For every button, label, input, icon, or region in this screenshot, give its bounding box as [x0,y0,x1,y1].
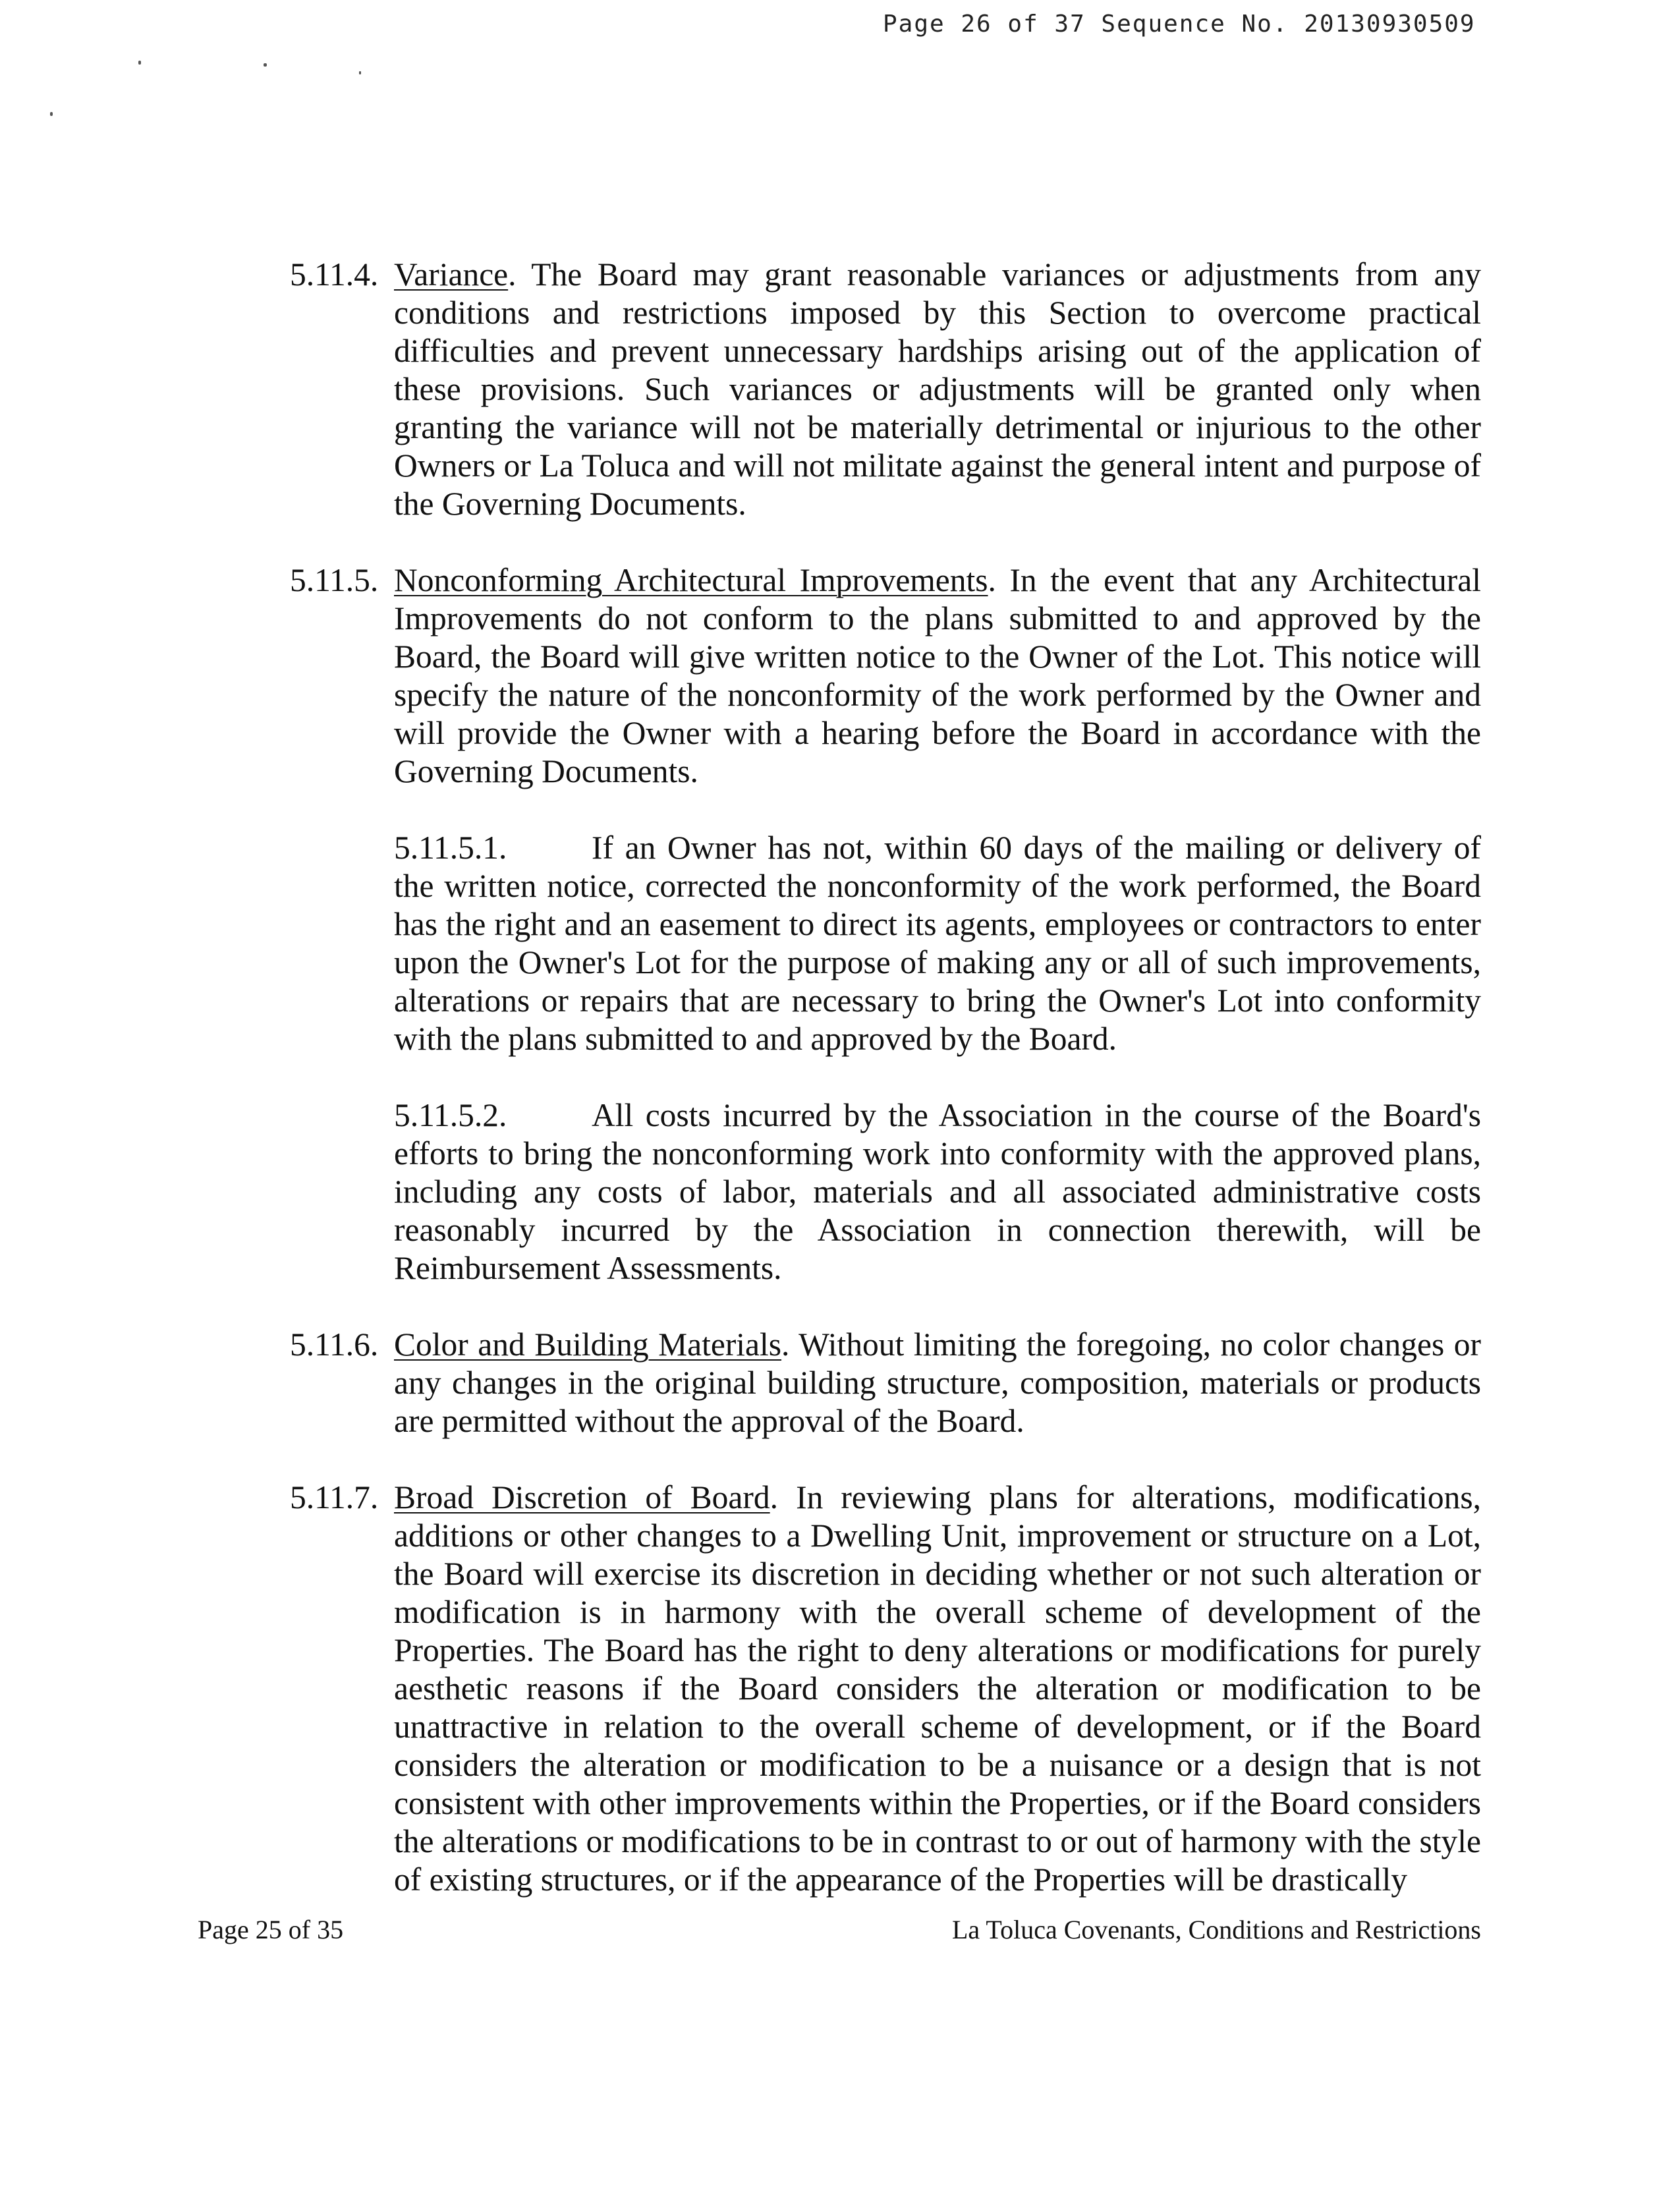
subsection-number: 5.11.5.2. [394,1097,507,1133]
scan-speck [50,112,53,116]
subsection-5-11-5-1 [394,829,1481,1058]
section-heading: Color and Building Materials [394,1326,782,1363]
scan-speck [264,63,267,67]
section-number: 5.11.6. [290,1326,379,1363]
section-5-11-5 [290,561,1481,791]
subsection-text: If an Owner has not, within 60 days of the mailing or delivery of the written notice, corrected the nonconformity of the work performed, the Board has the right and an easement to direct its agents, employees or contractors to enter upon the Owner's Lot for the purpose of making any or all of such improvements, alterations or repairs that are necessary to bring the Owner's Lot into conformity with the plans submitted to and approved by the Board. [394,830,1481,1057]
footer-document-title: La Toluca Covenants, Conditions and Restrictions [951,1915,1481,1944]
section-number: 5.11.5. [290,562,379,598]
scan-speck [138,61,141,65]
section-text: . The Board may grant reasonable variances or adjustments from any conditions and restrictions imposed by this Section to overcome practical difficulties and prevent unnecessary hardships arising out of the application of these provisions. Such variances or adjustments will be granted only when granting the variance will not be materially detrimental or injurious to the other Owners or La Toluca and will not militate against the general intent and purpose of the Governing Documents. [394,256,1481,522]
paragraph-gap [290,1058,1481,1096]
section-number: 5.11.4. [290,256,379,293]
paragraph-gap [290,523,1481,561]
section-5-11-7 [290,1479,1481,1899]
subsection-number: 5.11.5.1. [394,830,507,866]
section-heading: Nonconforming Architectural Improvements [394,562,988,598]
section-5-11-6 [290,1326,1481,1440]
paragraph-gap [290,791,1481,829]
paragraph-gap [290,1287,1481,1326]
paragraph-gap [290,1440,1481,1479]
sequence-stamp: Page 26 of 37 Sequence No. 20130930509 [883,11,1476,38]
document-body [290,256,1481,1899]
section-heading: Broad Discretion of Board [394,1479,770,1515]
subsection-5-11-5-2 [394,1096,1481,1287]
section-number: 5.11.7. [290,1479,379,1515]
subsection-text: All costs incurred by the Association in the course of the Board's efforts to bring the nonconforming work into conformity with the approved plans, including any costs of labor, materials and all associated administrative costs reasonably incurred by the Association in connection therewith, will be Reimbursement Assessments. [394,1097,1481,1286]
section-heading: Variance [394,256,509,293]
section-text: . Without limiting the foregoing, no color changes or any changes in the original building structure, composition, materials or products are permitted without the approval of the Board. [394,1326,1481,1439]
section-text: . In reviewing plans for alterations, modifications, additions or other changes to a Dwelling Unit, improvement or structure on a Lot, the Board will exercise its discretion in deciding whether or not such alteration or modification is in harmony with the overall scheme of development of the Properties. The Board has the right to deny alterations or modifications for purely aesthetic reasons if the Board considers the alteration or modification to be unattractive in relation to the overall scheme of development, or if the Board considers the alteration or modification to be a nuisance or a design that is not consistent with other improvements within the Properties, or if the Board considers the alterations or modifications to be in contrast to or out of harmony with the style of existing structures, or if the appearance of the Properties will be drastically [394,1479,1481,1898]
section-5-11-4 [290,256,1481,523]
scan-speck [359,71,361,74]
footer-page-number: Page 25 of 35 [198,1915,344,1944]
section-text: . In the event that any Architectural Improvements do not conform to the plans submitted to and approved by the Board, the Board will give written notice to the Owner of the Lot. This notice will specify the nature of the nonconformity of the work performed by the Owner and will provide the Owner with a hearing before the Board in accordance with the Governing Documents. [394,562,1482,789]
